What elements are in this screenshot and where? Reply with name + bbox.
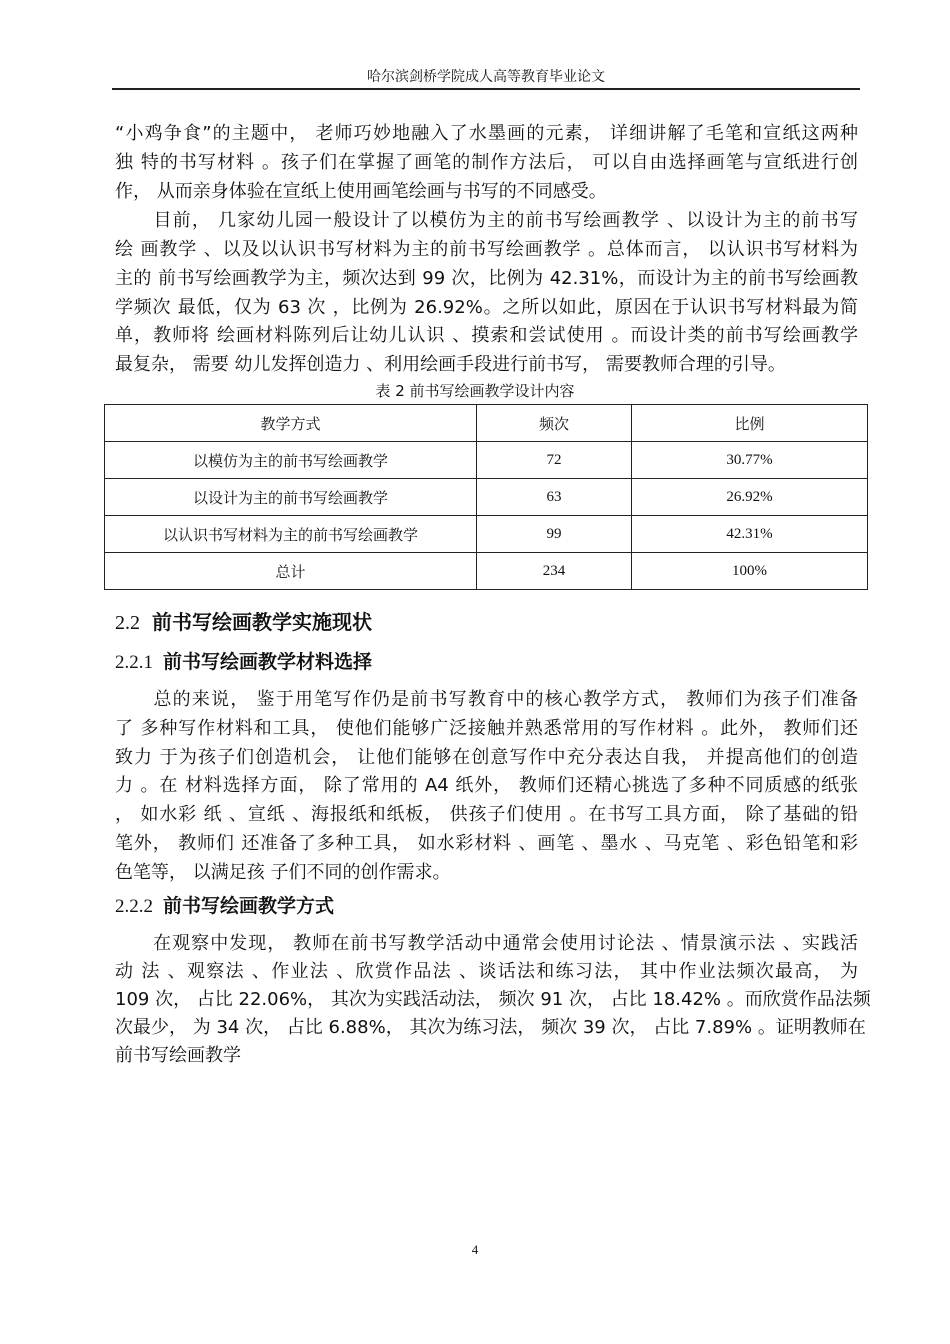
text-line: 作， 从而亲身体验在宣纸上使用画笔绘画与书写的不同感受。: [115, 181, 607, 202]
text-line: 动 法 、观察法 、作业法 、欣赏作品法 、谈话法和练习法， 其中作业法频次最高， 为: [115, 961, 858, 982]
section-title: 前书写绘画教学实施现状: [152, 610, 372, 634]
text-line: 在观察中发现， 教师在前书写教学活动中通常会使用讨论法 、情景演示法 、实践活: [115, 933, 858, 954]
ratio-cell: 26.92%: [632, 479, 868, 516]
method-cell: 以模仿为主的前书写绘画教学: [105, 442, 477, 479]
frequency-cell: 234: [477, 553, 632, 590]
text-line: 总的来说， 鉴于用笔写作仍是前书写教育中的核心教学方式， 教师们为孩子们准备: [115, 689, 858, 710]
text-line: 学频次 最低，仅为 63 次 ，比例为 26.92%。之所以如此，原因在于认识书写材料最为简: [115, 297, 858, 318]
text-line: 次最少， 为 34 次， 占比 6.88%， 其次为练习法， 频次 39 次， 占比 7.89% 。证明教师在: [115, 1017, 866, 1038]
method-cell: 以认识书写材料为主的前书写绘画教学: [105, 516, 477, 553]
table-row: [105, 442, 868, 479]
method-cell: 总计: [105, 553, 477, 590]
section-heading-2-2-1: [115, 647, 372, 674]
page-number: 4: [471, 1242, 479, 1257]
text-line: 最复杂， 需要 幼儿发挥创造力 、利用绘画手段进行前书写， 需要教师合理的引导。: [115, 354, 786, 375]
table-row: [105, 516, 868, 553]
section-number: 2.2.2: [115, 896, 153, 917]
text-line: 绘 画教学 、以及以认识书写材料为主的前书写绘画教学 。总体而言， 以认识书写材料为: [115, 239, 858, 260]
ratio-cell: 100%: [632, 553, 868, 590]
text-line: 单，教师将 绘画材料陈列后让幼儿认识 、摸索和尝试使用 。而设计类的前书写绘画教学: [115, 325, 858, 346]
header-cell: 频次: [477, 405, 632, 442]
header-rule: [112, 88, 860, 90]
table-caption: 表 2 前书写绘画教学设计内容: [375, 382, 575, 400]
text-line: ， 如水彩 纸 、宣纸 、海报纸和纸板， 供孩子们使用 。在书写工具方面， 除了基础的铅: [115, 804, 858, 825]
frequency-cell: 99: [477, 516, 632, 553]
table-row: [105, 479, 868, 516]
text-line: 109 次， 占比 22.06%， 其次为实践活动法， 频次 91 次， 占比 18.42% 。而欣赏作品法频: [115, 989, 871, 1010]
section-title: 前书写绘画教学方式: [163, 895, 335, 917]
header-cell: 教学方式: [105, 405, 477, 442]
table-header-row: [105, 405, 868, 442]
text-line: 前书写绘画教学: [115, 1045, 241, 1066]
section-number: 2.2: [115, 612, 140, 634]
text-line: 力 。在 材料选择方面， 除了常用的 A4 纸外， 教师们还精心挑选了多种不同质感的纸张: [115, 775, 858, 796]
section-heading-2-2: [115, 606, 372, 635]
section-title: 前书写绘画教学材料选择: [163, 651, 373, 673]
text-line: 主的 前书写绘画教学为主，频次达到 99 次，比例为 42.31%，而设计为主的前书写绘画教: [115, 268, 858, 289]
method-cell: 以设计为主的前书写绘画教学: [105, 479, 477, 516]
header-cell: 比例: [632, 405, 868, 442]
frequency-cell: 63: [477, 479, 632, 516]
table-total-row: [105, 553, 868, 590]
ratio-cell: 30.77%: [632, 442, 868, 479]
text-line: 笔外， 教师们 还准备了多种工具， 如水彩材料 、画笔 、墨水 、马克笔 、彩色铅笔和彩: [115, 833, 858, 854]
design-content-table: [104, 404, 868, 590]
ratio-cell: 42.31%: [632, 516, 868, 553]
running-header: 哈尔滨剑桥学院成人高等教育毕业论文: [367, 69, 605, 85]
section-number: 2.2.1: [115, 652, 153, 673]
text-line: 致力 于为孩子们创造机会， 让他们能够在创意写作中充分表达自我， 并提高他们的创造: [115, 747, 858, 768]
text-line: 独 特的书写材料 。孩子们在掌握了画笔的制作方法后， 可以自由选择画笔与宣纸进行创: [115, 152, 858, 173]
frequency-cell: 72: [477, 442, 632, 479]
text-line: 了 多种写作材料和工具， 使他们能够广泛接触并熟悉常用的写作材料 。此外， 教师们还: [115, 718, 858, 739]
text-line: 目前， 几家幼儿园一般设计了以模仿为主的前书写绘画教学 、以设计为主的前书写: [115, 210, 858, 231]
text-line: 色笔等， 以满足孩 子们不同的创作需求。: [115, 862, 451, 883]
text-line: “小鸡争食”的主题中， 老师巧妙地融入了水墨画的元素， 详细讲解了毛笔和宣纸这两种: [115, 123, 858, 144]
section-heading-2-2-2: [115, 891, 334, 918]
